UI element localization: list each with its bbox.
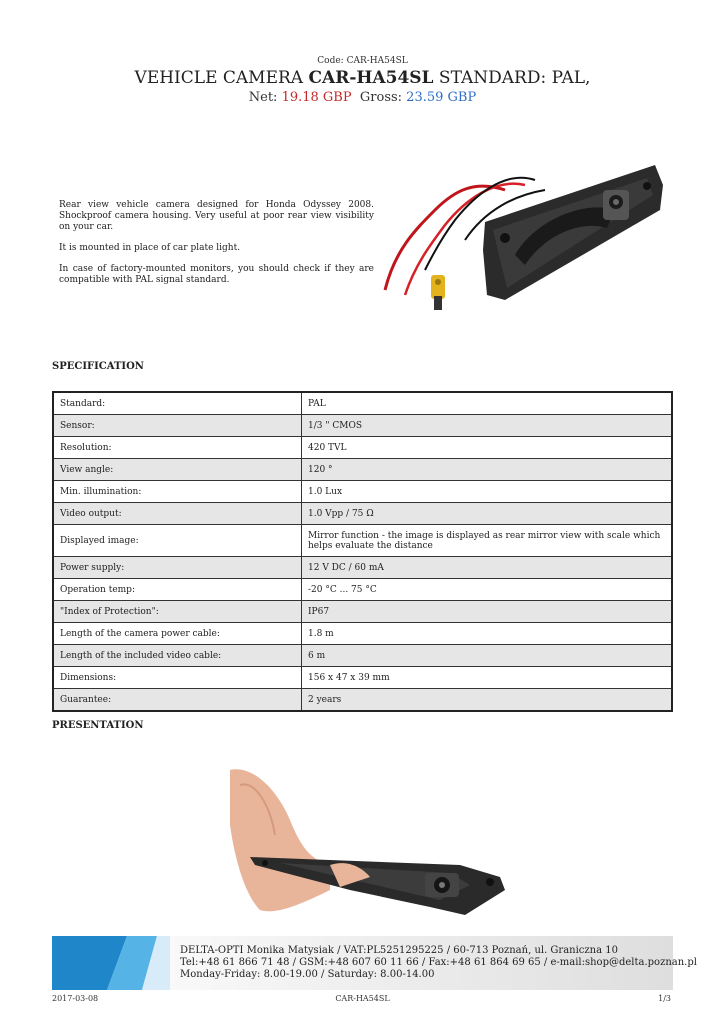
spec-key: Length of the camera power cable:: [53, 623, 302, 645]
spec-value: 420 TVL: [302, 437, 673, 459]
spec-key: Standard:: [53, 392, 302, 415]
specification-table: [52, 391, 673, 712]
contact-line: Tel:+48 61 866 71 48 / GSM:+48 607 60 11 66 / Fax:+48 61 864 69 65 / e-mail:shop@delta.poznan.pl: [180, 957, 697, 968]
table-row: [53, 392, 672, 415]
title-suffix: STANDARD: PAL,: [433, 68, 591, 88]
gross-label: Gross:: [359, 90, 407, 105]
specification-heading: SPECIFICATION: [52, 361, 144, 372]
spec-value: 1.8 m: [302, 623, 673, 645]
spec-key: Guarantee:: [53, 689, 302, 712]
spec-key: Length of the included video cable:: [53, 645, 302, 667]
spec-key: Operation temp:: [53, 579, 302, 601]
table-row: [53, 689, 672, 712]
spec-value: 2 years: [302, 689, 673, 712]
spec-value: 120 °: [302, 459, 673, 481]
gross-price: 23.59 GBP: [406, 90, 477, 105]
description-paragraph: It is mounted in place of car plate light.: [59, 243, 241, 253]
footer-product-code: CAR-HA54SL: [335, 994, 390, 1003]
spec-key: Video output:: [53, 503, 302, 525]
net-label: Net:: [248, 90, 282, 105]
product-code: Code: CAR-HA54SL: [317, 56, 408, 66]
spec-key: Min. illumination:: [53, 481, 302, 503]
contact-line: DELTA-OPTI Monika Matysiak / VAT:PL5251295225 / 60-713 Poznań, ul. Graniczna 10: [180, 945, 618, 956]
spec-value: 12 V DC / 60 mA: [302, 557, 673, 579]
table-row: [53, 459, 672, 481]
product-description: [59, 200, 374, 296]
spec-value: 1.0 Lux: [302, 481, 673, 503]
table-row: [53, 525, 672, 557]
page-title: [0, 68, 725, 88]
spec-key: Dimensions:: [53, 667, 302, 689]
spec-key: View angle:: [53, 459, 302, 481]
page-number: 1/3: [658, 994, 671, 1003]
table-row: [53, 437, 672, 459]
spec-key: Resolution:: [53, 437, 302, 459]
document-date: 2017-03-08: [52, 994, 99, 1003]
spec-value: IP67: [302, 601, 673, 623]
company-contact: [180, 945, 697, 981]
table-row: [53, 557, 672, 579]
table-row: [53, 503, 672, 525]
spec-value: PAL: [302, 392, 673, 415]
spec-value: Mirror function - the image is displayed as rear mirror view with scale which helps evaluate the distance: [302, 525, 673, 557]
spec-key: Power supply:: [53, 557, 302, 579]
description-paragraph: In case of factory-mounted monitors, you should check if they are compatible with PAL signal standard.: [59, 264, 374, 285]
table-row: [53, 667, 672, 689]
company-logo-graphic: [52, 936, 170, 990]
net-price: 19.18 GBP: [281, 90, 352, 105]
table-row: [53, 645, 672, 667]
title-model: CAR-HA54SL: [308, 68, 434, 88]
table-row: [53, 601, 672, 623]
contact-line: Monday-Friday: 8.00-19.00 / Saturday: 8.00-14.00: [180, 969, 435, 980]
table-row: [53, 623, 672, 645]
spec-value: -20 °C ... 75 °C: [302, 579, 673, 601]
spec-key: "Index of Protection":: [53, 601, 302, 623]
spec-value: 6 m: [302, 645, 673, 667]
presentation-image: [220, 765, 510, 925]
description-paragraph: Rear view vehicle camera designed for Honda Odyssey 2008. Shockproof camera housing. Very useful at poor rear view visibility on your car.: [59, 200, 374, 232]
spec-value: 156 x 47 x 39 mm: [302, 667, 673, 689]
spec-key: Displayed image:: [53, 525, 302, 557]
presentation-heading: PRESENTATION: [52, 720, 144, 731]
table-row: [53, 415, 672, 437]
table-row: [53, 481, 672, 503]
spec-value: 1.0 Vpp / 75 Ω: [302, 503, 673, 525]
product-image: [375, 150, 675, 320]
spec-value: 1/3 " CMOS: [302, 415, 673, 437]
title-prefix: VEHICLE CAMERA: [134, 68, 309, 88]
spec-key: Sensor:: [53, 415, 302, 437]
table-row: [53, 579, 672, 601]
price-line: [0, 90, 725, 105]
